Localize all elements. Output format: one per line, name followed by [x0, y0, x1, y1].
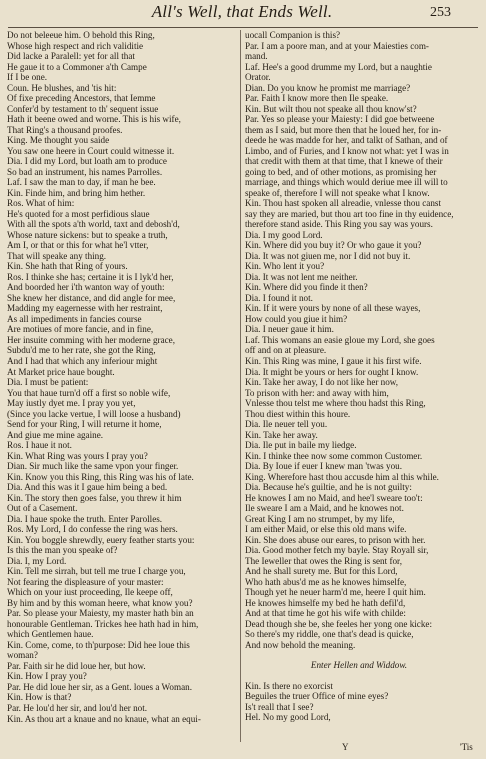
- text-line: Dian. Sir much like the same vpon your finger.: [7, 461, 179, 472]
- right-column: [245, 30, 473, 744]
- text-line: Do not beleeue him. O behold this Ring,: [7, 30, 155, 40]
- text-line: Kin. Know you this Ring, this Ring was his of late.: [7, 471, 194, 482]
- text-line: Dia. I neuer gaue it him.: [245, 324, 334, 335]
- text-line: Great King I am no strumpet, by my life,: [245, 513, 395, 524]
- text-line: Vnlesse thou telst me where thou hadst this Ring,: [245, 398, 426, 409]
- text-line: Madding my eagernesse with her restraint,: [7, 303, 163, 314]
- text-line: Kin. Who lent it you?: [245, 261, 325, 272]
- text-line: Is this the man you speake of?: [7, 545, 118, 556]
- text-line: Though yet he neuer harm'd me, heere I quit him.: [245, 587, 426, 598]
- text-line: Kin. If it were yours by none of all these wayes,: [245, 303, 421, 314]
- page-header: [0, 0, 486, 30]
- text-line: Are motiues of more fancie, and in fine,: [7, 324, 154, 335]
- text-line: Par. So please your Maiesty, my master hath bin an: [7, 608, 194, 619]
- text-line: Kin. How is that?: [7, 692, 72, 703]
- text-line: Dia. Because he's guiltie, and he is not guilty:: [245, 482, 412, 493]
- text-line: Dead though she be, she feeles her yong one kicke:: [245, 618, 433, 629]
- text-line: Par. He lou'd her sir, and lou'd her not.: [7, 703, 148, 713]
- text-line: Ros. My Lord, I do confesse the ring was hers.: [7, 524, 178, 535]
- text-line: And giue me mine againe.: [7, 429, 104, 440]
- text-line: Kin. But wilt thou not speake all thou know'st?: [245, 103, 417, 114]
- text-line: uocall Companion is this?: [245, 30, 341, 40]
- text-line: Whose nature sickens: but to speake a truth,: [7, 229, 168, 240]
- text-line: Kin. She does abuse our eares, to prison with her.: [245, 534, 426, 545]
- text-line: Par. Yes so please your Maiesty: I did goe betweene: [245, 114, 435, 125]
- text-line: Did lacke a Paralell: yet for all that: [7, 51, 135, 62]
- text-line: And at that time he got his wife with childe:: [245, 608, 406, 619]
- text-line: deede he was madde for her, and talkt of Sathan, and of: [245, 135, 448, 146]
- text-line: King. Wherefore hast thou accusde him al this while.: [245, 471, 439, 482]
- text-line: speake of, therefore I will not speake what I know.: [245, 187, 430, 198]
- running-title: All's Well, that Ends Well.: [151, 2, 333, 21]
- text-line: Is't reall that I see?: [245, 701, 314, 712]
- text-line: Dia. I did my Lord, but loath am to produce: [7, 156, 167, 167]
- text-line: Kin. The story then goes false, you threw it him: [7, 492, 182, 503]
- text-line: That Ring's a thousand proofes.: [7, 124, 123, 135]
- text-line: By him and by this woman heere, what know you?: [7, 597, 193, 608]
- page-number: 253: [430, 5, 451, 20]
- text-line: Not fearing the displeasure of your master:: [7, 576, 164, 587]
- text-line: You that haue turn'd off a first so noble wife,: [7, 387, 171, 398]
- text-line: Of fixe preceding Ancestors, that Iemme: [7, 93, 156, 104]
- text-line: Kin. Is there no exorcist: [245, 680, 333, 691]
- text-line: At Market price haue bought.: [7, 366, 115, 377]
- column-divider: [240, 30, 241, 742]
- text-line: Par. He did loue her sir, as a Gent. loues a Woman.: [7, 681, 192, 692]
- text-line: Kin. I thinke thee now some common Customer.: [245, 450, 423, 461]
- text-line: that credit with them at that time, that I knewe of their: [245, 156, 443, 167]
- text-line: He gaue it to a Commoner a'th Campe: [7, 61, 147, 72]
- text-line: Kin. She hath that Ring of yours.: [7, 261, 128, 272]
- text-line: Ros. What of him:: [7, 198, 75, 209]
- text-line: He knowes himselfe my bed he hath defil'd,: [245, 597, 406, 608]
- text-line: Orator.: [245, 72, 271, 83]
- text-line: The Ieweller that owes the Ring is sent for,: [245, 555, 402, 566]
- text-line: Dia. I, my Lord.: [7, 555, 67, 566]
- text-line: Kin. Thou hast spoken all alreadie, vnlesse thou canst: [245, 198, 441, 209]
- text-line: honourable Gentleman. Trickes hee hath had in him,: [7, 618, 199, 629]
- text-line: Kin. Finde him, and bring him hether.: [7, 187, 146, 198]
- text-line: Dia. It was not giuen me, nor I did not buy it.: [245, 250, 411, 261]
- text-line: Dia. Ile put in baile my liedge.: [245, 440, 357, 451]
- text-line: Dia. And this was it I gaue him being a bed.: [7, 482, 168, 493]
- text-line: going to bed, and of other motions, as promising her: [245, 166, 437, 177]
- text-line: To prison with her: and away with him,: [245, 387, 389, 398]
- text-line: Out of a Casement.: [7, 503, 78, 514]
- text-line: If I be one.: [7, 72, 48, 83]
- text-line: say they are maried, but thou art too fine in thy euidence,: [245, 208, 454, 219]
- text-line: Par. Faith I know more then Ile speake.: [245, 93, 389, 104]
- text-line: Laf. Hee's a good drumme my Lord, but a naughtie: [245, 61, 432, 72]
- text-line: May iustly dyet me. I pray you yet,: [7, 398, 136, 409]
- text-line: That will speake any thing.: [7, 250, 107, 261]
- text-line: Ros. I thinke she has; certaine it is I lyk'd her,: [7, 271, 174, 282]
- text-line: And he shall surety me. But for this Lord,: [245, 566, 398, 577]
- text-line: Confer'd by testament to th' sequent issue: [7, 103, 159, 114]
- catchword: 'Tis: [460, 742, 473, 752]
- text-line: off and on at pleasure.: [245, 345, 327, 356]
- text-line: Limbo, and of Furies, and I know not what: yet I was in: [245, 145, 449, 156]
- text-line: Par. Faith sir he did loue her, but how.: [7, 660, 146, 671]
- text-line: Beguiles the truer Office of mine eyes?: [245, 691, 389, 702]
- text-line: Kin. Come, come, to th'purpose: Did hee loue this: [7, 639, 190, 650]
- text-line: So bad an instrument, his names Parrolles.: [7, 166, 163, 177]
- text-line: She knew her distance, and did angle for mee,: [7, 292, 176, 303]
- text-line: Dia. I found it not.: [245, 292, 313, 303]
- text-line: And I had that which any inferiour might: [7, 355, 158, 366]
- text-line: Dia. It was not lent me neither.: [245, 271, 358, 282]
- text-line: Kin. Tell me sirrah, but tell me true I charge you,: [7, 566, 186, 577]
- text-line: Whose high respect and rich validitie: [7, 40, 144, 51]
- text-line: Kin. Where did you finde it then?: [245, 282, 368, 293]
- text-line: Ile sweare I am a Maid, and he knowes not.: [245, 503, 404, 514]
- text-line: Dia. I must be patient:: [7, 377, 89, 388]
- text-line: Par. I am a poore man, and at your Maiesties com-: [245, 40, 429, 51]
- text-line: Dia. By Ioue if euer I knew man 'twas you.: [245, 461, 402, 472]
- header-rule: [8, 27, 478, 28]
- text-line: marriage, and things which would deriue mee ill will to: [245, 177, 448, 188]
- text-line: Ros. I haue it not.: [7, 440, 72, 451]
- text-line: Laf. I saw the man to day, if man he bee.: [7, 177, 156, 188]
- text-line: Hel. No my good Lord,: [245, 712, 331, 723]
- text-line: Am I, or that or this for what he'l vtter,: [7, 240, 149, 251]
- text-line: You saw one heere in Court could witnesse it.: [7, 145, 175, 156]
- text-line: (Since you lacke vertue, I will loose a husband): [7, 408, 181, 419]
- text-line: Dia. Ile neuer tell you.: [245, 419, 328, 430]
- text-line: So there's my riddle, one that's dead is quicke,: [245, 629, 414, 640]
- text-line: With all the spots a'th world, taxt and debosh'd,: [7, 219, 180, 230]
- text-line: Kin. Take her away.: [245, 429, 318, 440]
- text-line: Enter Hellen and Widdow.: [310, 660, 408, 671]
- text-line: Dia. It might be yours or hers for ought I know.: [245, 366, 419, 377]
- text-line: Kin. Take her away, I do not like her now,: [245, 377, 399, 388]
- text-line: He knowes I am no Maid, and hee'l sweare too't:: [245, 492, 423, 503]
- text-line: mand.: [245, 51, 268, 62]
- text-line: Kin. You boggle shrewdly, euery feather starts you:: [7, 534, 195, 545]
- text-line: therefore stand aside. This Ring you say was yours.: [245, 219, 433, 230]
- text-line: And now behold the meaning.: [245, 639, 356, 650]
- text-line: Which on your iust proceeding, Ile keepe off,: [7, 587, 173, 598]
- text-line: Dia. I my good Lord.: [245, 229, 323, 240]
- text-line: Who hath abus'd me as he knowes himselfe,: [245, 576, 407, 587]
- text-line: He's quoted for a most perfidious slaue: [7, 208, 150, 219]
- text-line: Her insuite comming with her moderne grace,: [7, 334, 175, 345]
- text-line: Kin. As thou art a knaue and no knaue, what an equi-: [7, 713, 201, 724]
- text-line: Dia. Good mother fetch my bayle. Stay Royall sir,: [245, 545, 429, 556]
- left-column: [7, 30, 235, 744]
- text-line: Kin. This Ring was mine, I gaue it his first wife.: [245, 355, 422, 366]
- text-line: And boorded her i'th wanton way of youth:: [7, 282, 165, 293]
- text-line: Hath it beene owed and worne. This is his wife,: [7, 114, 181, 125]
- text-line: Kin. Where did you buy it? Or who gaue it you?: [245, 240, 422, 251]
- text-line: Subdu'd me to her rate, she got the Ring,: [7, 345, 156, 356]
- text-line: Send for your Ring, I will returne it home,: [7, 419, 162, 430]
- text-line: [245, 671, 473, 681]
- text-line: King. Me thought you saide: [7, 135, 110, 146]
- text-line: Thou diest within this houre.: [245, 408, 351, 419]
- text-line: them as I said, but more then that he loued her, for in-: [245, 124, 442, 135]
- text-line: How could you giue it him?: [245, 313, 348, 324]
- text-line: [245, 650, 473, 660]
- text-line: Coun. He blushes, and 'tis hit:: [7, 82, 117, 93]
- text-line: woman?: [7, 650, 38, 661]
- text-line: Kin. What Ring was yours I pray you?: [7, 450, 148, 461]
- text-line: Kin. How I pray you?: [7, 671, 87, 682]
- text-line: I am either Maid, or else this old mans wife.: [245, 524, 407, 535]
- text-line: As all impediments in fancies course: [7, 313, 142, 324]
- text-line: Dia. I haue spoke the truth. Enter Parolles.: [7, 513, 163, 524]
- text-line: which Gentlemen haue.: [7, 629, 94, 640]
- signature-mark: Y: [342, 742, 349, 752]
- text-line: Dian. Do you know he promist me marriage?: [245, 82, 411, 93]
- text-line: Laf. This womans an easie gloue my Lord, she goes: [245, 334, 435, 345]
